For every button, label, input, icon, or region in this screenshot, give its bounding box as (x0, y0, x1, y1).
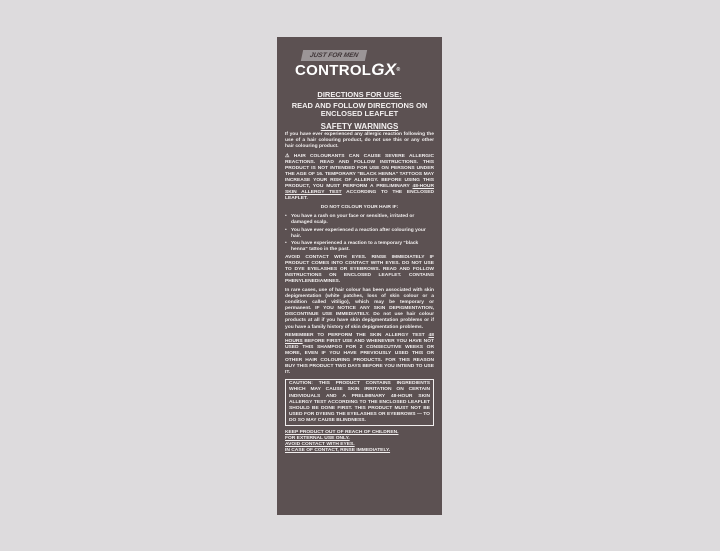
do-not-colour-title: DO NOT COLOUR YOUR HAIR IF: (320, 205, 399, 211)
brand-logo-suffix: GX (371, 60, 397, 79)
label-content (285, 90, 434, 454)
footer-line: KEEP PRODUCT OUT OF REACH OF CHILDREN. (285, 430, 399, 436)
remember-underlined: 48 HOURS (285, 333, 434, 345)
caution-box (285, 379, 434, 427)
list-item: • You have a rash on your face or sensitive, irritated or damaged scalp. (291, 214, 434, 226)
directions-title: DIRECTIONS FOR USE: (317, 90, 402, 99)
remember-text: REMEMBER TO PERFORM THE SKIN ALLERGY TEST (285, 333, 429, 339)
do-not-colour-list (285, 214, 434, 253)
list-item: • You have ever experienced a reaction after colouring your hair. (291, 228, 434, 240)
allergy-test-underlined: 48-HOUR SKIN ALLERGY TEST (285, 184, 434, 196)
allergy-warning-text: HAIR COLOURANTS CAN CAUSE SEVERE ALLERGIC REACTIONS. READ AND FOLLOW INSTRUCTIONS. THIS PRODUCT IS NOT INTENDED FOR USE ON PERSONS UNDER THE AGE OF 16. TEMPORARY "BLACK HENNA" TATTOOS MAY INCREASE YOUR RISK OF ALLERGY. BEFORE USING THIS PRODUCT, YOU MUST PERFORM A PRELIMINARY (285, 153, 434, 190)
brand-logo-prefix: CONTROL (295, 62, 372, 79)
depigmentation-warning (285, 288, 434, 331)
remember-text-end: BEFORE FIRST USE AND WHENEVER YOU HAVE NOT USED THIS SHAMPOO FOR 2 CONSECUTIVE WEEKS OR MORE, EVEN IF YOU HAVE PREVIOUSLY USED THIS OR OTHER HAIR COLOURING PRODUCTS. FOR THIS REASON BUY THIS PRODUCT TWO DAYS BEFORE YOU INTEND TO USE IT. (285, 339, 434, 375)
remember-test-warning (285, 333, 434, 376)
list-item: • You have experienced a reaction to a temporary "black henna" tattoo in the past. (291, 241, 434, 253)
footer-warnings (285, 430, 434, 454)
product-label (277, 37, 442, 515)
safety-title: SAFETY WARNINGS (320, 122, 399, 131)
caution-text: CAUTION: THIS PRODUCT CONTAINS INGREDIENTS WHICH MAY CAUSE SKIN IRRITATION ON CERTAIN INDIVIDUALS AND A PRELIMINARY 48-HOUR SKIN ALLERGY TEST ACCORDING TO THE ENCLOSED LEAFLET SHOULD BE DONE FIRST. THIS PRODUCT MUST NOT BE USED FOR DYEING THE EYELASHES OR EYEBROWS — TO DO SO MAY CAUSE BLINDNESS. (289, 381, 430, 423)
registered-mark: ® (396, 67, 401, 73)
brand-logo (295, 62, 435, 79)
footer-line: AVOID CONTACT WITH EYES. (285, 442, 355, 448)
depigmentation-text-end: Do not use hair colour products at all if you have skin depigmentation problems or if you have a family history of skin depigmentation problems. (285, 312, 434, 330)
brand-badge: JUST FOR MEN (301, 50, 367, 61)
safety-intro: If you have ever experienced any allergic reaction following the use of a hair colouring product, do not use this or any other hair colouring product. (285, 132, 434, 150)
footer-line: FOR EXTERNAL USE ONLY. (285, 436, 350, 442)
directions-subtitle: READ AND FOLLOW DIRECTIONS ON ENCLOSED LEAFLET (291, 101, 428, 118)
depigmentation-caps: IF YOU NOTICE ANY SKIN DEPIGMENTATION, DISCONTINUE USE IMMEDIATELY. (285, 306, 434, 318)
warning-triangle-icon: ⚠ (285, 152, 290, 159)
avoid-contact-warning: AVOID CONTACT WITH EYES. RINSE IMMEDIATELY IF PRODUCT COMES INTO CONTACT WITH EYES. DO NOT USE TO DYE EYELASHES OR EYEBROWS. READ AND FOLLOW INSTRUCTIONS ON ENCLOSED LEAFLET. CONTAINS PHENYLENEDIAMINES. (285, 255, 434, 285)
depigmentation-text: In rare cases, use of hair colour has been associated with skin depigmentation (white patches, loss of skin colour or a condition called vitiligo), which may be temporary or permanent. (285, 288, 434, 312)
allergy-warning (285, 153, 434, 203)
allergy-warning-end: ACCORDING TO THE ENCLOSED LEAFLET. (285, 190, 434, 202)
footer-line: IN CASE OF CONTACT, RINSE IMMEDIATELY. (285, 448, 391, 454)
